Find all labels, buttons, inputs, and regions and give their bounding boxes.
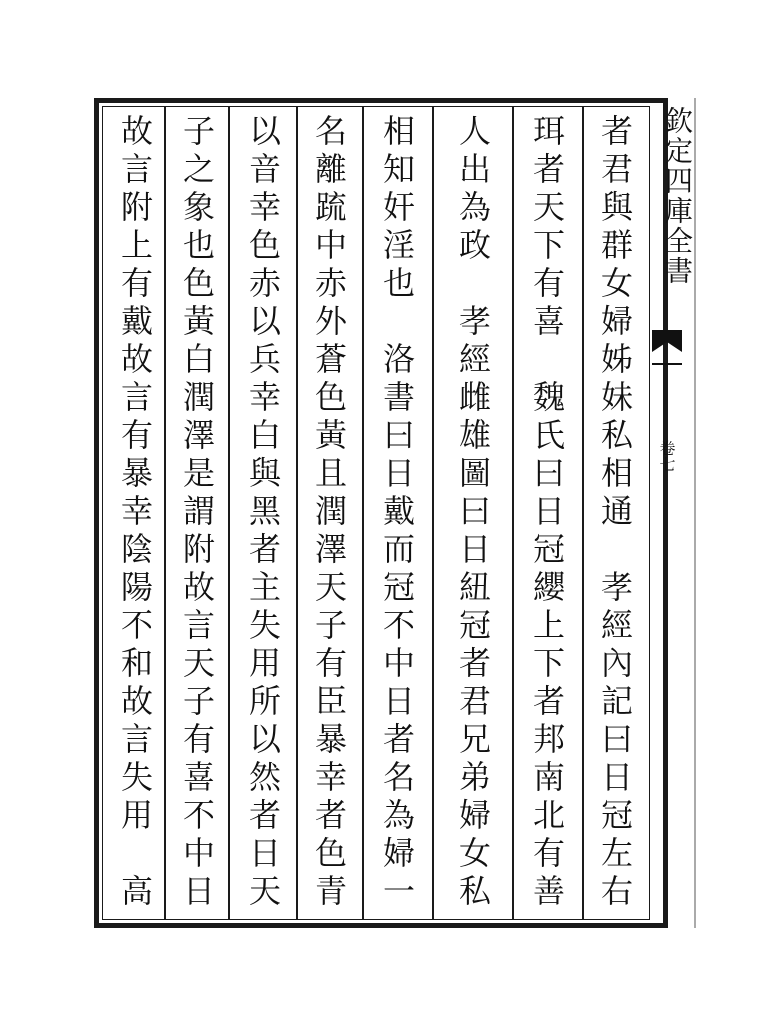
column-text: 珥者天下有喜 魏氏曰日冠纓上下者邦南北有善 bbox=[528, 114, 566, 912]
volume-label: 卷七 bbox=[657, 440, 676, 472]
text-column-8 bbox=[106, 108, 164, 920]
text-column-6 bbox=[234, 108, 292, 920]
text-column-7 bbox=[168, 108, 226, 920]
column-text: 者君與群女婦姊妹私相通 孝經內記曰日冠左右 bbox=[596, 114, 634, 912]
column-divider bbox=[228, 106, 230, 920]
text-column-2 bbox=[518, 108, 576, 920]
column-text: 名離䟽中赤外蒼色黃且潤澤天子有臣暴幸者色青 bbox=[310, 114, 348, 912]
text-column-5 bbox=[300, 108, 358, 920]
text-column-3 bbox=[444, 108, 502, 920]
book-title: 欽定四庫全書 bbox=[661, 106, 694, 286]
column-divider bbox=[296, 106, 298, 920]
text-column-4 bbox=[368, 108, 426, 920]
column-divider bbox=[512, 106, 514, 920]
column-text: 故言附上有戴故言有暴幸陰陽不和故言失用 高 bbox=[116, 114, 154, 912]
column-divider bbox=[432, 106, 434, 920]
page-edge bbox=[694, 98, 696, 928]
column-text: 子之象也色黃白潤澤是謂附故言天子有喜不中日 bbox=[178, 114, 216, 912]
text-column-1 bbox=[586, 108, 644, 920]
column-text: 人出為政 孝經雌雄圖曰日紐冠者君兄弟婦女私 bbox=[454, 114, 492, 912]
column-divider bbox=[362, 106, 364, 920]
column-divider bbox=[164, 106, 166, 920]
column-text: 相知奸淫也 洛書曰日戴而冠不中日者名為婦一 bbox=[378, 114, 416, 912]
fish-tail-mark bbox=[652, 330, 682, 370]
column-divider bbox=[582, 106, 584, 920]
column-text: 以音幸色赤以兵幸白與黑者主失用所以然者日天 bbox=[244, 114, 282, 912]
